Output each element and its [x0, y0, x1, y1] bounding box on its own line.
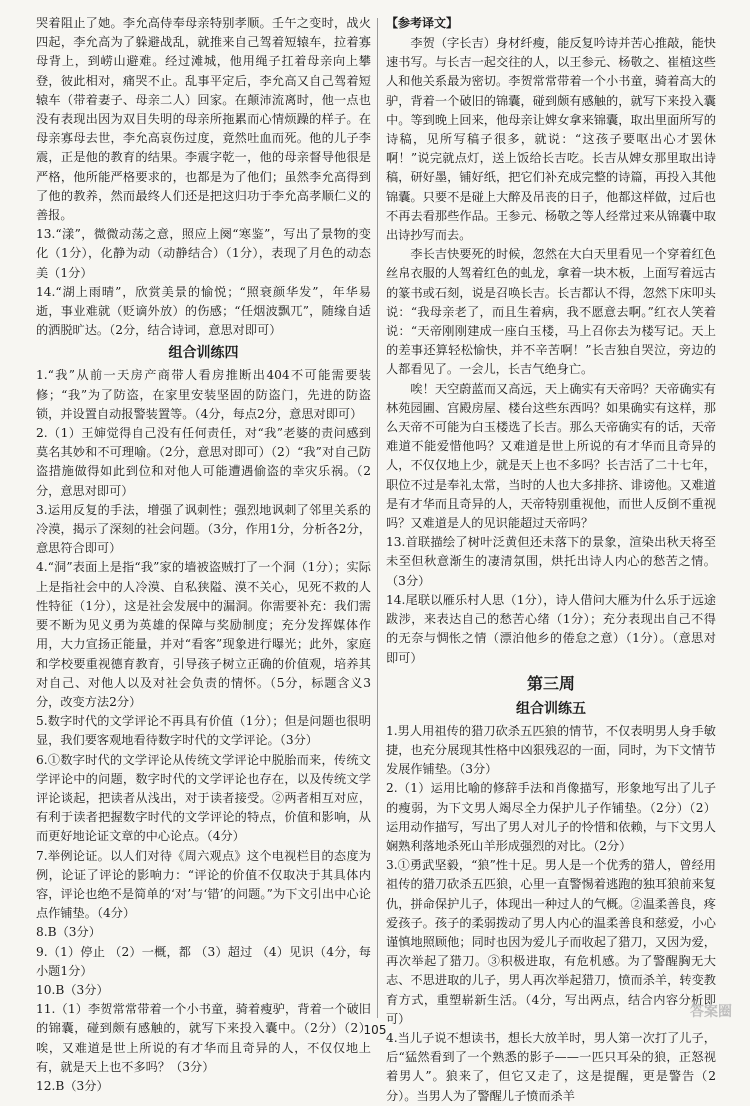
answer-1: 1.“我”从前一天房产商带人看房推断出404不可能需要装修；“我”为了防盗，在家里安装坚固的防盗门，先进的防盗锁，并设置自动报警装置等。（4分，每点2分，意思对即可）: [36, 368, 371, 421]
translation-paragraph-1: 李贺（字长吉）身材纤瘦，能反复吟诗并苦心推敲，能快速书写。与长吉一起交往的人，以王参元、杨敬之、崔植这些人和他关系最为密切。李贺常常带着一个小书童，骑着高大的驴，背着一个破旧的锦囊，碰到颇有感触的，就写下来投入囊中。等到晚上回来，他母亲让婢女拿来锦囊，取出里面所写的诗稿，见所写稿子很多，就说：“这孩子要呕出心才罢休啊！”说完就点灯，送上饭给长吉吃。长吉从婢女那里取出诗稿，研好墨，铺好纸，把它们补充成完整的诗篇，再投入其他锦囊。只要不是碰上大醉及吊丧的日子，他都这样做，过后也不再去看那些作品。王参元、杨敬之等人经常过来从锦囊中取出诗抄写而去。: [386, 36, 716, 243]
answer-8: 8.B（3分）: [36, 925, 101, 940]
translation-continued: 哭着阻止了她。李允高侍奉母亲特别孝顺。壬午之变时，战火四起，李允高为了躲避战乱，就推来自己驾着短辕车，拉着寡母背上，到崂山避难。经过滩城，他用绳子扛着母亲向上攀登，彼此相对，痛哭不止。乱事平定后，李允高又自己驾着短辕车（带着妻子、母亲二人）回家。在颠沛流离时，他一点也没有表现出因为双目失明的母亲所拖累而心情烦躁的样子。在母亲寡母去世，李允高哀伤过度，竟然吐血而死。他的儿子李震，正是他的教育的结果。李震字乾一，他的母亲督导他很是严格，他所能严格要求的，也都是为了他们；虽然李允高得到了他的教养，然而最终人们还是把这归功于李允高孝顺仁义的善报。: [36, 16, 371, 223]
week-title: 第三周: [526, 673, 575, 693]
answer-14-right: 14.尾联以雁乐村人思（1分），诗人借问大雁为什么乐于远途跋涉，来表达自己的愁苦心绪（1分）；充分表现出自己不得的无奈与惆怅之情（漂泊他乡的倦怠之意）（1分）。（意思对即可）: [386, 592, 716, 665]
answer-6: 6.①数字时代的文学评论从传统文学评论中脱胎而来，传统文学评论中的问题，数字时代的文学评论也存在，以及传统文学评论谈起，把读者从浅出，对于读者接受。②两者相互对应，有利于读者把握数字时代的文学评论的特点，价值和影响，从而更好地论证文章的中心论点。（4分）: [36, 752, 371, 844]
answer-11: 11.（1）李贺常常带着一个小书童，骑着瘦驴，背着一个破旧的锦囊，碰到颇有感触的，就写下来投入囊中。（2分）（2）唉，又难道是世上所说的有才华而且奇异的人，不仅仅地上有，就是天上也不多吗？（3分）: [36, 1002, 371, 1074]
translation-paragraph-3: 唉！天空蔚蓝而又高远，天上确实有天帝吗？天帝确实有林苑园圃、宫殿房屋、楼台这些东西吗？如果确实有这样，那么天帝不可能为白玉楼选了长吉。那么天帝确实有的话，天帝难道不能爱惜他吗？又难道是世上所说的有才华而且奇异的人，不仅仅地上少，就是天上也不多吗？长吉活了二十七年，职位不过是奉礼太常，当时的人也大多排挤、诽谤他。又难道是有才华而且奇异的人，天帝特别重视他，而世人反倒不重视吗？又难道是人的见识能超过天帝吗？: [386, 381, 716, 531]
left-column: [36, 14, 371, 1093]
answer-4-right: 4.当儿子说不想读书，想长大放羊时，男人第一次打了儿子，后“猛然看到了一个熟悉的影子——一匹只耳朵的狼，正怒视着男人”。狼来了，但它又走了，这是提醒，更是警告（2分）。当男人为了警醒儿子愤而杀羊: [386, 1030, 716, 1103]
column-divider: [377, 18, 378, 1018]
answer-4: 4.“洞”表面上是指“我”家的墙被盗贼打了一个洞（1分）；实际上是指社会中的人冷漠、自私狭隘、漠不关心，见死不救的人性特征（1分），这是社会发展中的漏洞。你需要补充：我们需要不断为见义勇为英雄的保障与奖励制度；充分发挥媒体作用，大力宣扬正能量，并对“看客”现象进行曝光；此外，家庭和学校要重视德育教育，引导孩子树立正确的价值观，培养其对自己、对他人以及对社会负责的情怀。（5分，标题含义3分，改变方法2分）: [36, 560, 371, 709]
answer-2-right: 2.（1）运用比喻的修辞手法和肖像描写，形象地写出了儿子的瘦弱，为下文男人竭尽全力保护儿子作铺垫。（2分）（2）运用动作描写，写出了男人对儿子的怜惜和依赖，与下文男人娴熟利落地杀死山羊形成强烈的对比。（2分）: [386, 781, 716, 853]
section-title-training-5: 组合训练五: [516, 700, 586, 717]
answer-9: 9.（1）停止 （2）一概，都 （3）超过 （4）见识（4分，每小题1分）: [36, 944, 371, 978]
answer-3-right: 3.①勇武坚毅，“狼”性十足。男人是一个优秀的猎人，曾经用祖传的猎刀砍杀五匹狼，心里一直警惕着逃跑的独耳狼前来复仇，拼命保护儿子，体现出一种过人的气概。②温柔善良，疼爱孩子。孩子的柔弱拨动了男人内心的温柔善良和慈爱，小心谨慎地照顾他；同时也因为爱儿子而收起了猎刀，又因为爱，再次举起了猎刀。③积极进取，有危机感。为了警醒胸无大志、不思进取的儿子，男人再次举起猎刀，愤而杀羊，转变教育方式，重塑崭新生活。（4分，写出两点，结合内容分析即可）: [386, 858, 716, 1026]
section-title-training-4: 组合训练四: [168, 345, 239, 362]
answer-14: 14.“湖上雨晴”，欣赏美景的愉悦；“照衰颜华发”，年华易逝，事业难就（贬谪外放）的伤感；“任烟波飘兀”，随缘自适的洒脱旷达。（2分，结合诗词，意思对即可）: [36, 284, 371, 338]
watermark-logo: 答案圈: [690, 1004, 732, 1020]
answer-5: 5.数字时代的文学评论不再具有价值（1分）；但是问题也很明显，我们要客观地看待数字时代的文学评论。（3分）: [36, 714, 371, 748]
answer-10: 10.B（3分）: [36, 982, 109, 997]
answer-7: 7.举例论证。以人们对待《周六观点》这个电视栏目的态度为例，论证了评论的影响力：“评论的价值不仅取决于其具体内容，评论也绝不是简单的‘对’与‘错’的问题。”为下文引出中心论点作铺垫。（4分）: [36, 848, 371, 921]
answer-12: 12.B（3分）: [36, 1078, 109, 1093]
answer-13-right: 13.首联描绘了树叶泛黄但还未落下的景象，渲染出秋天将至未至但秋意渐生的凄清氛围，烘托出诗人内心的愁苦之情。（3分）: [386, 535, 716, 588]
translation-paragraph-2: 李长吉快要死的时候，忽然在大白天里看见一个穿着红色丝帛衣服的人驾着红色的虬龙，拿着一块木板，上面写着远古的篆书或石刻，说是召唤长吉。长吉都认不得，忽然下床叩头说：“我母亲老了，而且生着病，我不愿意去啊。”红衣人笑着说：“天帝刚刚建成一座白玉楼，马上召你去为楼写记。天上的差事还算轻松愉快，并不辛苦啊！”长吉独自哭泣，旁边的人都看见了。一会儿，长吉气绝身亡。: [386, 247, 716, 377]
page-number: 105: [363, 1023, 387, 1037]
reference-translation-heading: 【参考译文】: [386, 16, 459, 30]
answer-2: 2.（1）王婶觉得自己没有任何责任，对“我”老婆的责问感到莫名其妙和不可理喻。（2分，意思对即可）（2）“我”对自己防盗措施做得如此到位和对他人可能遭遇偷盗的幸灾乐祸。（2分，意思对即可）: [36, 426, 371, 498]
answer-13: 13.“漾”，微微动荡之意，照应上阕“寒鉴”，写出了景物的变化（1分），化静为动（动静结合）（1分），表现了月色的动态美（1分）: [36, 227, 371, 280]
right-column: [386, 14, 716, 1103]
answer-3: 3.运用反复的手法，增强了讽刺性；强烈地讽刺了邻里关系的冷漠，揭示了深刻的社会问题。（3分，作用1分，分析各2分，意思符合即可）: [36, 502, 371, 556]
answer-1-right: 1.男人用祖传的猎刀砍杀五匹狼的情节，不仅表明男人身手敏捷，也充分展现其性格中凶狠残忍的一面，同时，为下文情节发展作铺垫。（3分）: [386, 723, 716, 777]
